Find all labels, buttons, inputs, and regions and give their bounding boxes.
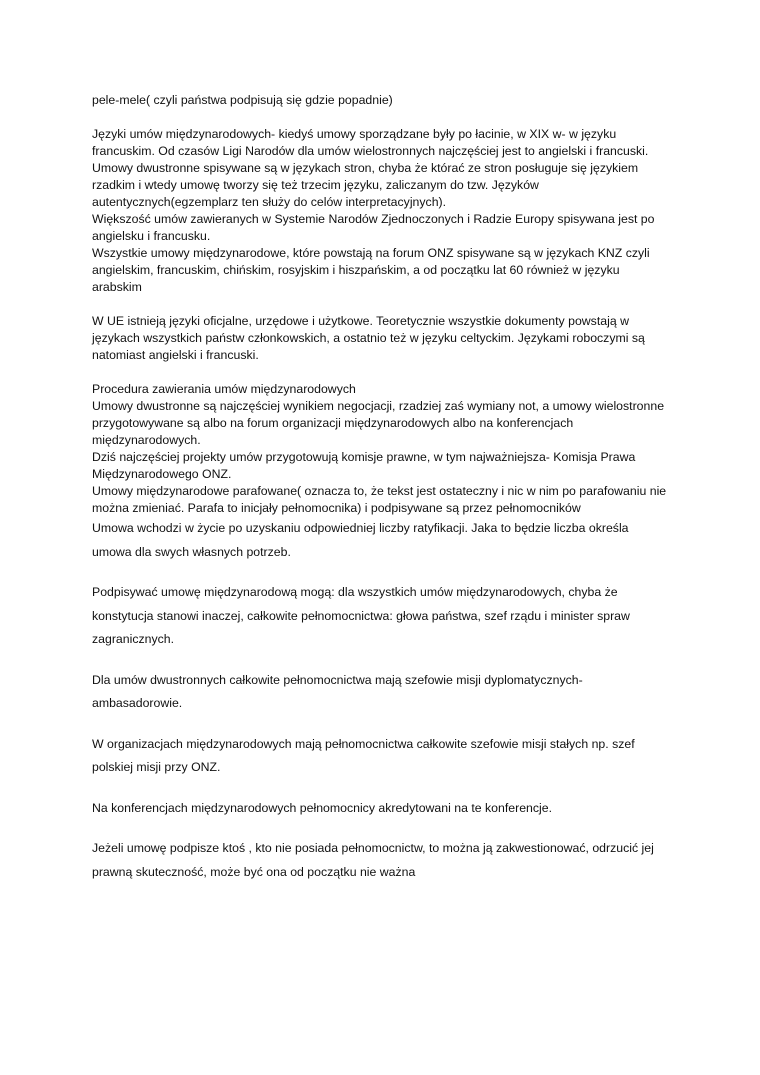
procedure-paragraph-4: Umowa wchodzi w życie po uzyskaniu odpowiedniej liczby ratyfikacji. Jaka to będzie liczba określa umowa dla swych własnych potrzeb.	[92, 521, 629, 559]
document-body	[92, 92, 669, 884]
languages-paragraph-1: Języki umów międzynarodowych- kiedyś umowy sporządzane były po łacinie, w XIX w- w języku francuskim. Od czasów Ligi Narodów dla umów wielostronnych najczęściej jest to angielski i francuski. Umowy dwustronne spisywane są w językach stron, chyba że którać ze stron posługuje się językiem rzadkim i wtedy umowę tworzy się też trzecim języku, zaliczanym do tzw. Języków autentycznych(egzemplarz ten służy do celów interpretacyjnych).	[92, 127, 649, 209]
procedure-paragraph-2: Dziś najczęściej projekty umów przygotowują komisje prawne, w tym najważniejsza- Komisja Prawa Międzynarodowego ONZ.	[92, 450, 636, 481]
ratification-block	[92, 517, 669, 564]
conferences-block	[92, 797, 669, 821]
languages-paragraph-3: Wszystkie umowy międzynarodowe, które powstają na forum ONZ spisywane są w językach KNZ czyli angielskim, francuskim, chińskim, rosyjskim i hiszpańskim, a od początku lat 60 również w języku arabskim	[92, 246, 650, 294]
procedure-paragraph-1: Umowy dwustronne są najczęściej wynikiem negocjacji, rzadziej zaś wymiany not, a umowy wielostronne przygotowywane są albo na forum organizacji międzynarodowych albo na konferencjach międzynarodowych.	[92, 399, 665, 447]
intro-block	[92, 92, 669, 109]
procedure-paragraph-3: Umowy międzynarodowe parafowane( oznacza to, że tekst jest ostateczny i nic w nim po parafowaniu nie można zmieniać. Parafa to inicjały pełnomocnika) i podpisywane są przez pełnomocników	[92, 484, 667, 515]
invalid-block	[92, 837, 669, 884]
bilateral-paragraph: Dla umów dwustronnych całkowite pełnomocnictwa mają szefowie misji dyplomatycznych-ambasadorowie.	[92, 672, 583, 710]
languages-paragraph-2: Większość umów zawieranych w Systemie Narodów Zjednoczonych i Radzie Europy spisywana jest po angielsku i francusku.	[92, 212, 655, 243]
organizations-paragraph: W organizacjach międzynarodowych mają pełnomocnictwa całkowite szefowie misji stałych np. szef polskiej misji przy ONZ.	[92, 736, 635, 774]
conferences-paragraph: Na konferencjach międzynarodowych pełnomocnicy akredytowani na te konferencje.	[92, 800, 553, 815]
eu-languages-section	[92, 313, 669, 364]
procedure-heading: Procedura zawierania umów międzynarodowych	[92, 382, 356, 396]
signing-paragraph: Podpisywać umowę międzynarodową mogą: dla wszystkich umów międzynarodowych, chyba że konstytucja stanowi inaczej, całkowite pełnomocnictwa: głowa państwa, szef rządu i minister spraw zagranicznych.	[92, 585, 630, 646]
procedure-section	[92, 381, 669, 517]
organizations-block	[92, 733, 669, 780]
bilateral-block	[92, 669, 669, 716]
intro-paragraph: pele-mele( czyli państwa podpisują się gdzie popadnie)	[92, 93, 393, 107]
eu-languages-paragraph: W UE istnieją języki oficjalne, urzędowe i użytkowe. Teoretycznie wszystkie dokumenty powstają w językach wszystkich państw członkowskich, a ostatnio też w języku celtyckim. Językami roboczymi są natomiast angielski i francuski.	[92, 314, 645, 362]
languages-section	[92, 126, 669, 296]
invalid-paragraph: Jeżeli umowę podpisze ktoś , kto nie posiada pełnomocnictw, to można ją zakwestionować, odrzucić jej prawną skuteczność, może być ona od początku nie ważna	[92, 841, 654, 879]
signing-block	[92, 581, 669, 652]
